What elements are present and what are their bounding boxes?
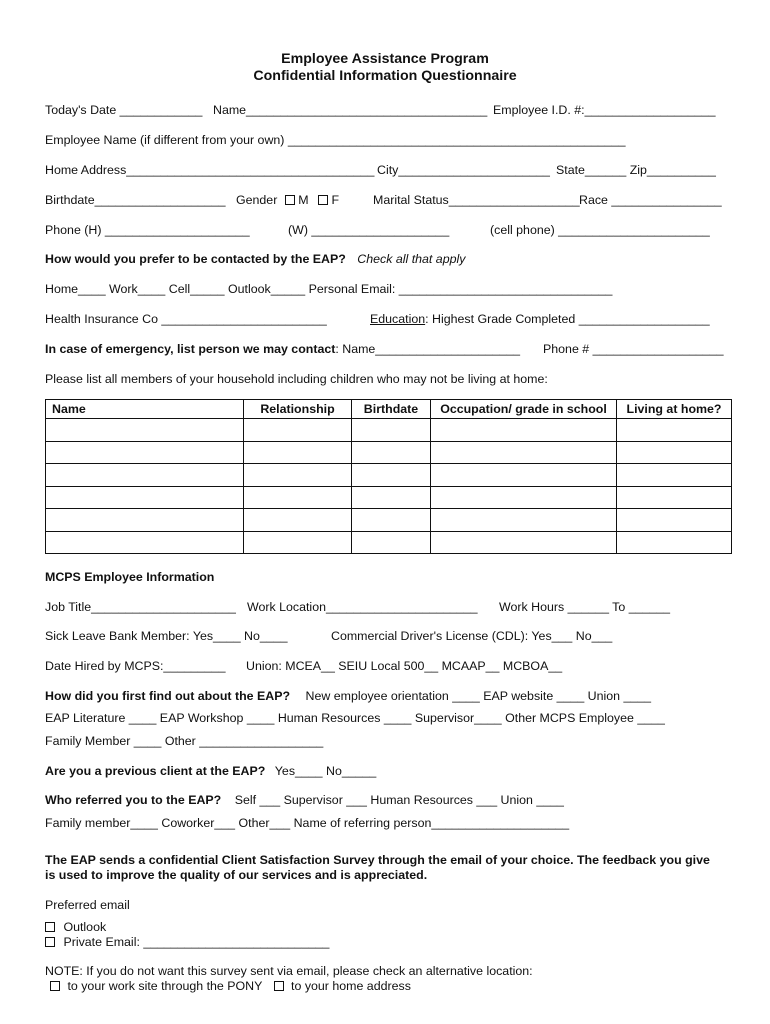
previous-client-label: Are you a previous client at the EAP?	[45, 764, 266, 778]
table-cell[interactable]	[617, 486, 732, 509]
table-cell[interactable]	[244, 531, 352, 554]
contact-preference-label: How would you prefer to be contacted by the EAP?	[45, 252, 346, 266]
alternative-location-options	[50, 979, 411, 993]
gender-label: Gender	[236, 193, 278, 207]
phone-cell-field[interactable]: (cell phone) ______________________	[490, 223, 710, 237]
table-cell[interactable]	[46, 531, 244, 554]
table-row	[46, 531, 732, 554]
education-field[interactable]	[370, 312, 710, 326]
table-cell[interactable]	[431, 419, 617, 442]
previous-client-question	[45, 764, 376, 778]
col-header-name: Name	[46, 400, 244, 419]
state-zip-field[interactable]: State______ Zip__________	[556, 163, 716, 177]
table-row	[46, 464, 732, 487]
check-all-hint: Check all that apply	[357, 252, 466, 266]
form-subtitle: Confidential Information Questionnaire	[253, 68, 517, 84]
gender-m-label: M	[298, 193, 309, 207]
emergency-contact-label: In case of emergency, list person we may contact	[45, 342, 336, 356]
table-cell[interactable]	[46, 441, 244, 464]
col-header-living-at-home: Living at home?	[617, 400, 732, 419]
table-cell[interactable]	[352, 419, 431, 442]
employee-id-field[interactable]: Employee I.D. #:___________________	[493, 103, 716, 117]
preferred-email-label: Preferred email	[45, 898, 130, 912]
col-header-birthdate: Birthdate	[352, 400, 431, 419]
table-cell[interactable]	[46, 419, 244, 442]
gender-f-checkbox[interactable]	[318, 195, 328, 205]
name-field[interactable]: Name___________________________________	[213, 103, 488, 117]
emergency-phone-field[interactable]: Phone # ___________________	[543, 342, 724, 356]
how-found-question	[45, 689, 651, 703]
table-cell[interactable]	[617, 419, 732, 442]
mcps-section-heading: MCPS Employee Information	[45, 570, 215, 584]
sick-leave-field[interactable]: Sick Leave Bank Member: Yes____ No____	[45, 629, 288, 643]
previous-client-options[interactable]: Yes____ No_____	[274, 764, 377, 778]
phone-home-field[interactable]: Phone (H) _____________________	[45, 223, 250, 237]
table-cell[interactable]	[46, 464, 244, 487]
private-email-checkbox[interactable]	[45, 937, 55, 947]
todays-date-field[interactable]: Today's Date ____________	[45, 103, 203, 117]
how-found-label: How did you first find out about the EAP?	[45, 689, 291, 703]
date-hired-field[interactable]: Date Hired by MCPS:_________	[45, 659, 226, 673]
alt-employee-name-field[interactable]: Employee Name (if different from your own) _________________________________________________	[45, 133, 626, 147]
table-cell[interactable]	[46, 486, 244, 509]
outlook-option	[45, 920, 106, 934]
table-cell[interactable]	[244, 419, 352, 442]
table-row	[46, 419, 732, 442]
referral-question	[45, 793, 564, 807]
grade-completed-label: : Highest Grade Completed ___________________	[425, 312, 710, 326]
table-row	[46, 486, 732, 509]
phone-work-field[interactable]: (W) ____________________	[288, 223, 450, 237]
table-cell[interactable]	[617, 464, 732, 487]
gender-f-label: F	[331, 193, 340, 207]
job-title-field[interactable]: Job Title_____________________	[45, 600, 236, 614]
gender-group	[236, 193, 339, 207]
city-field[interactable]: City______________________	[377, 163, 550, 177]
how-found-options-2[interactable]: EAP Literature ____ EAP Workshop ____ Human Resources ____ Supervisor____ Other MCPS Employee ____	[45, 711, 665, 725]
outlook-label: Outlook	[63, 920, 107, 934]
home-address-field[interactable]: Home Address____________________________________	[45, 163, 375, 177]
table-header-row	[46, 400, 732, 419]
emergency-name-field: : Name_____________________	[335, 342, 521, 356]
table-row	[46, 509, 732, 532]
table-cell[interactable]	[617, 509, 732, 532]
table-cell[interactable]	[617, 531, 732, 554]
table-cell[interactable]	[352, 464, 431, 487]
table-cell[interactable]	[244, 486, 352, 509]
birthdate-field[interactable]: Birthdate___________________	[45, 193, 226, 207]
referral-options-1[interactable]: Self ___ Supervisor ___ Human Resources ___ Union ____	[234, 793, 564, 807]
table-cell[interactable]	[244, 509, 352, 532]
table-cell[interactable]	[431, 441, 617, 464]
health-insurance-field[interactable]: Health Insurance Co ________________________	[45, 312, 327, 326]
table-row	[46, 441, 732, 464]
gender-m-checkbox[interactable]	[285, 195, 295, 205]
union-field[interactable]: Union: MCEA__ SEIU Local 500__ MCAAP__ MCBOA__	[246, 659, 563, 673]
private-email-option	[45, 935, 329, 949]
table-cell[interactable]	[431, 464, 617, 487]
alternative-location-note: NOTE: If you do not want this survey sent via email, please check an alternative location:	[45, 964, 533, 978]
table-cell[interactable]	[352, 509, 431, 532]
private-email-field[interactable]: Private Email: ___________________________	[63, 935, 330, 949]
household-table	[45, 399, 732, 554]
table-cell[interactable]	[46, 509, 244, 532]
how-found-options-3[interactable]: Family Member ____ Other __________________	[45, 734, 324, 748]
survey-note-line-1: The EAP sends a confidential Client Satisfaction Survey through the email of your choice. The feedback you give	[45, 853, 710, 867]
referral-label: Who referred you to the EAP?	[45, 793, 222, 807]
pony-label: to your work site through the PONY	[67, 979, 263, 993]
home-address-checkbox[interactable]	[274, 981, 284, 991]
table-cell[interactable]	[431, 531, 617, 554]
table-cell[interactable]	[244, 441, 352, 464]
work-hours-field[interactable]: Work Hours ______ To ______	[499, 600, 671, 614]
outlook-checkbox[interactable]	[45, 922, 55, 932]
table-cell[interactable]	[352, 486, 431, 509]
table-cell[interactable]	[352, 441, 431, 464]
col-header-relationship: Relationship	[244, 400, 352, 419]
contact-methods-field[interactable]: Home____ Work____ Cell_____ Outlook_____ Personal Email: _______________________________	[45, 282, 613, 296]
contact-preference-question	[45, 252, 465, 266]
how-found-options-1[interactable]: New employee orientation ____ EAP website ____ Union ____	[305, 689, 652, 703]
table-cell[interactable]	[352, 531, 431, 554]
table-cell[interactable]	[431, 509, 617, 532]
table-cell[interactable]	[617, 441, 732, 464]
form-title: Employee Assistance Program	[281, 51, 489, 67]
race-field[interactable]: Race ________________	[579, 193, 722, 207]
household-instructions: Please list all members of your household including children who may not be living at home:	[45, 372, 548, 386]
marital-status-field[interactable]: Marital Status___________________	[373, 193, 580, 207]
home-address-label: to your home address	[291, 979, 411, 993]
table-cell[interactable]	[431, 486, 617, 509]
table-cell[interactable]	[244, 464, 352, 487]
emergency-contact-name[interactable]	[45, 342, 520, 356]
work-location-field[interactable]: Work Location______________________	[247, 600, 478, 614]
col-header-occupation: Occupation/ grade in school	[431, 400, 617, 419]
pony-checkbox[interactable]	[50, 981, 60, 991]
referral-options-2[interactable]: Family member____ Coworker___ Other___ Name of referring person____________________	[45, 816, 570, 830]
education-label: Education	[370, 312, 426, 326]
survey-note-line-2: is used to improve the quality of our services and is appreciated.	[45, 868, 428, 882]
cdl-field[interactable]: Commercial Driver's License (CDL): Yes___ No___	[331, 629, 613, 643]
